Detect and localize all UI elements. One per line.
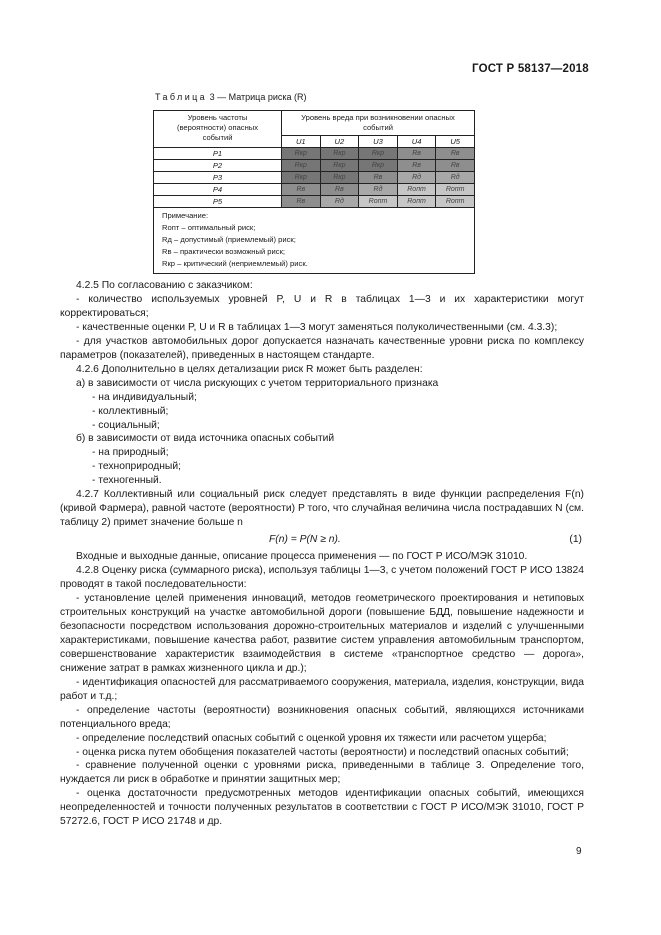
column-header: U1 xyxy=(282,136,321,148)
list-item: - установление целей применения инноваций, методов геометрического проектирования и нетиповых строительных конструкций на участке автомобильной дороги (повышение БДД, повышение надежности и безопасности посредством использования дорожно-строительных материалов и изделий с улучшенными характеристиками, повышение качества работ, развитие систем управления автомобильным транспортом, совершенствование характеристик взаимодействия в системе «транспортное средство — дорога», снижение затрат в рамках жизненного цикла и др.); xyxy=(60,593,584,674)
row-label: P5 xyxy=(154,196,282,208)
list-item: - техногенный. xyxy=(92,475,162,487)
column-header: U5 xyxy=(436,136,475,148)
paragraph: 4.2.8 Оценку риска (суммарного риска), используя таблицы 1—3, с учетом положений ГОСТ Р ИСО 13824 проводят в такой последовательности: xyxy=(60,565,584,591)
row-label: P3 xyxy=(154,172,282,184)
column-header: U4 xyxy=(397,136,436,148)
matrix-cell: Rкр xyxy=(359,160,398,172)
risk-matrix-table xyxy=(153,110,475,274)
list-item: - оценка риска путем обобщения показателей частоты (вероятности) и последствий опасных событий; xyxy=(76,746,569,758)
page-number: 9 xyxy=(576,846,582,857)
column-header: U2 xyxy=(320,136,359,148)
list-item: - определение последствий опасных событий с оценкой уровня их тяжести или расчетом ущерба; xyxy=(76,732,547,744)
matrix-cell: Rкр xyxy=(282,160,321,172)
formula: F(n) = P(N ≥ n). xyxy=(269,534,341,546)
paragraph: - качественные оценки P, U и R в таблицах 1—3 могут заменяться полуколичественными (см. 4.3.3); xyxy=(76,321,558,333)
list-item: - сравнение полученной оценки с уровнями риска, приведенными в таблице 3. Определение того, нуждается ли риск в обработке и принятии защитных мер; xyxy=(60,760,584,786)
matrix-cell: Rопт xyxy=(436,184,475,196)
matrix-cell: Rкр xyxy=(320,172,359,184)
list-item: б) в зависимости от вида источника опасных событий xyxy=(76,433,335,445)
list-item: - коллективный; xyxy=(92,405,169,417)
matrix-cell: Rд xyxy=(436,172,475,184)
matrix-cell: Rв xyxy=(282,184,321,196)
paragraph: - для участков автомобильных дорог допускается назначать качественные уровни риска по комплексу параметров (показателей), приведенных в настоящем стандарте. xyxy=(60,335,584,361)
matrix-cell: Rкр xyxy=(359,148,398,160)
table-note xyxy=(154,208,475,274)
paragraph: Входные и выходные данные, описание процесса применения — по ГОСТ Р ИСО/МЭК 31010. xyxy=(76,551,528,563)
list-item: - идентификация опасностей для рассматриваемого сооружения, материала, изделия, конструкции, вида работ и т.д.; xyxy=(60,676,584,702)
matrix-cell: Rопт xyxy=(436,196,475,208)
matrix-cell: Rв xyxy=(436,160,475,172)
table-caption xyxy=(155,92,307,102)
list-item: а) в зависимости от числа рискующих с учетом территориального признака xyxy=(76,377,439,389)
header-frequency-level: Уровень частоты (вероятности) опасных событий xyxy=(154,111,282,148)
matrix-cell: Rкр xyxy=(320,148,359,160)
column-header: U3 xyxy=(359,136,398,148)
matrix-cell: Rв xyxy=(397,160,436,172)
paragraph: 4.2.7 Коллективный или социальный риск следует представлять в виде функции распределения F(n) (кривой Фармера), равной частоте (вероятности) P того, что случайная величина числа пострадавших N (см. таблицу 2) примет значение больше n xyxy=(60,489,584,529)
list-item: - социальный; xyxy=(92,419,160,431)
paragraph: - количество используемых уровней P, U и R в таблицах 1—3 и их характеристики могут корректироваться; xyxy=(60,293,584,319)
list-item: - техноприродный; xyxy=(92,461,181,473)
list-item: - на природный; xyxy=(92,447,169,459)
body-text xyxy=(60,279,584,829)
matrix-cell: Rв xyxy=(397,148,436,160)
formula-row xyxy=(60,530,584,550)
matrix-cell: Rкр xyxy=(282,172,321,184)
matrix-cell: Rв xyxy=(320,184,359,196)
header-harm-level: Уровень вреда при возникновении опасных событий xyxy=(282,111,475,136)
matrix-cell: Rопт xyxy=(397,184,436,196)
matrix-cell: Rопт xyxy=(359,196,398,208)
note-title: Примечание: xyxy=(162,211,209,220)
note-line: Rд – допустимый (приемлемый) риск; xyxy=(162,235,296,244)
list-item: - определение частоты (вероятности) возникновения опасных событий, являющихся источниками потенциального вреда; xyxy=(60,704,584,730)
matrix-cell: Rкр xyxy=(282,148,321,160)
list-item: - оценка достаточности предусмотренных методов идентификации опасных событий, имеющихся неопределенностей и точности полученных результатов в соответствии с ГОСТ Р ИСО/МЭК 31010, ГОСТ Р 57272.6, ГОСТ Р ИСО 21748 и др. xyxy=(60,788,584,828)
document-code: ГОСТ Р 58137—2018 xyxy=(472,63,589,75)
matrix-cell: Rд xyxy=(359,184,398,196)
row-label: P2 xyxy=(154,160,282,172)
paragraph: 4.2.6 Дополнительно в целях детализации риск R может быть разделен: xyxy=(76,363,423,375)
matrix-cell: Rв xyxy=(359,172,398,184)
row-label: P4 xyxy=(154,184,282,196)
list-item: - на индивидуальный; xyxy=(92,391,197,403)
matrix-cell: Rкр xyxy=(320,160,359,172)
matrix-cell: Rопт xyxy=(397,196,436,208)
table-caption-word: Таблица xyxy=(155,92,208,102)
matrix-cell: Rд xyxy=(397,172,436,184)
matrix-cell: Rв xyxy=(436,148,475,160)
paragraph: 4.2.5 По согласованию с заказчиком: xyxy=(76,280,253,291)
note-line: Rв – практически возможный риск; xyxy=(162,247,286,256)
note-line: Rопт – оптимальный риск; xyxy=(162,223,256,232)
matrix-cell: Rв xyxy=(282,196,321,208)
table-caption-title: 3 — Матрица риска (R) xyxy=(207,92,307,102)
row-label: P1 xyxy=(154,148,282,160)
formula-number: (1) xyxy=(569,534,582,546)
matrix-cell: Rд xyxy=(320,196,359,208)
note-line: Rкр – критический (неприемлемый) риск. xyxy=(162,259,308,268)
